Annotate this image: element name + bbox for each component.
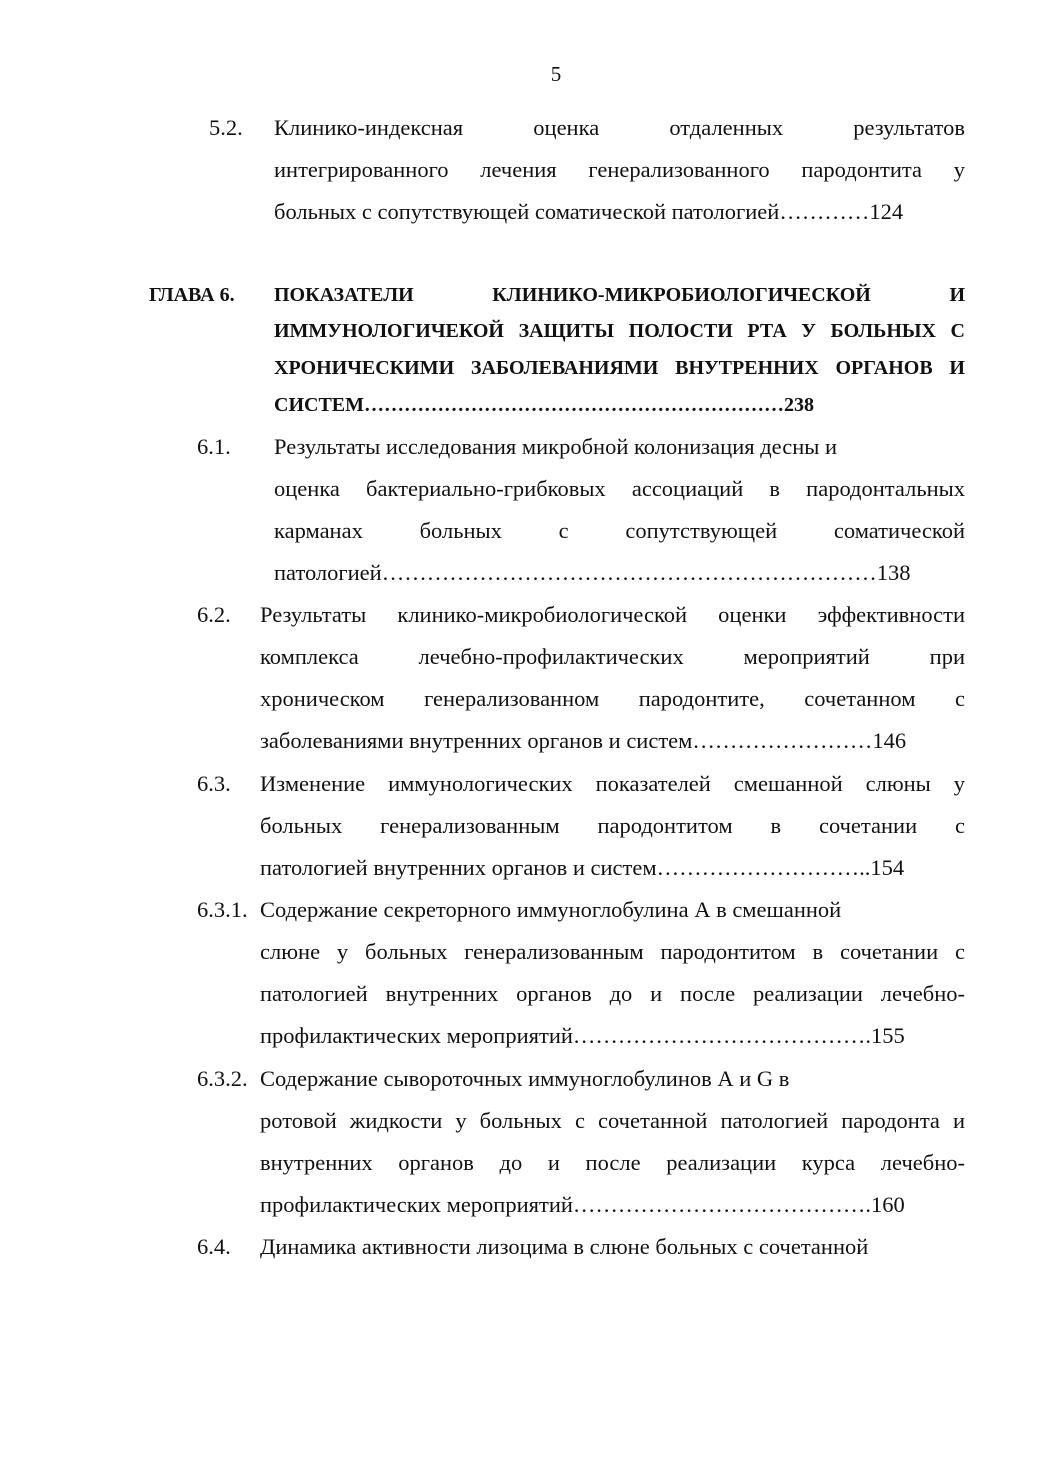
toc-chapter-line: ПОКАЗАТЕЛИ КЛИНИКО-МИКРОБИОЛОГИЧЕСКОЙ И <box>274 284 965 306</box>
toc-entry-line: интегрированного лечения генерализованного пародонтита у <box>274 157 965 182</box>
toc-entry-line: Динамика активности лизоцима в слюне больных с сочетанной <box>260 1234 869 1259</box>
toc-entry-line: Содержание сывороточных иммуноглобулинов А и G в <box>260 1066 790 1091</box>
toc-entry-number: 6.3.2. <box>197 1066 248 1091</box>
toc-entry-line: профилактических мероприятий………………………………….160 <box>260 1192 905 1217</box>
toc-entry-line: профилактических мероприятий………………………………….155 <box>260 1023 905 1048</box>
toc-entry-line: слюне у больных генерализованным пародонтитом в сочетании с <box>260 939 965 964</box>
toc-entry-line: ротовой жидкости у больных с сочетанной патологией пародонта и <box>260 1108 965 1133</box>
toc-entry-line: оценка бактериально-грибковых ассоциаций в пародонтальных <box>274 476 965 501</box>
toc-chapter-line: ХРОНИЧЕСКИМИ ЗАБОЛЕВАНИЯМИ ВНУТРЕННИХ ОРГАНОВ И <box>274 357 965 379</box>
toc-entry-line: патологией…………………………………………………………138 <box>274 560 911 585</box>
toc-entry-line: Содержание секреторного иммуноглобулина А в смешанной <box>260 897 842 922</box>
toc-chapter-number: ГЛАВА 6. <box>149 284 235 306</box>
toc-entry-number: 6.1. <box>197 434 231 459</box>
toc-entry-line: комплекса лечебно-профилактических мероприятий при <box>260 644 965 669</box>
toc-entry-line: больных генерализованным пародонтитом в сочетании с <box>260 813 965 838</box>
toc-entry-number: 6.3.1. <box>197 897 248 922</box>
toc-entry-number: 6.3. <box>197 771 231 796</box>
toc-entry-line: Изменение иммунологических показателей смешанной слюны у <box>260 771 965 796</box>
toc-entry-line: карманах больных с сопутствующей соматической <box>274 518 965 543</box>
toc-entry-number: 6.2. <box>197 602 231 627</box>
page-number: 5 <box>550 62 562 86</box>
toc-entry-number: 5.2. <box>209 115 243 140</box>
toc-entry-line: Результаты клинико-микробиологической оценки эффективности <box>260 602 965 627</box>
toc-entry-line: Результаты исследования микробной колонизация десны и <box>274 434 838 459</box>
toc-entry-line: хроническом генерализованном пародонтите, сочетанном с <box>260 686 965 711</box>
toc-entry-number: 6.4. <box>197 1234 231 1259</box>
toc-entry-line: Клинико-индексная оценка отдаленных результатов <box>274 115 965 140</box>
toc-chapter-line: ИММУНОЛОГИЧЕКОЙ ЗАЩИТЫ ПОЛОСТИ РТА У БОЛЬНЫХ С <box>274 320 965 342</box>
toc-entry-line: больных с сопутствующей соматической патологией…………124 <box>274 199 904 224</box>
toc-entry-line: патологией внутренних органов до и после реализации лечебно- <box>260 981 965 1006</box>
toc-entry-line: заболеваниями внутренних органов и систем……………………146 <box>260 728 907 753</box>
toc-chapter-line: СИСТЕМ………………………………………………………238 <box>274 394 814 416</box>
toc-entry-line: внутренних органов до и после реализации курса лечебно- <box>260 1150 965 1175</box>
toc-entry-line: патологией внутренних органов и систем………………………..154 <box>260 855 905 880</box>
